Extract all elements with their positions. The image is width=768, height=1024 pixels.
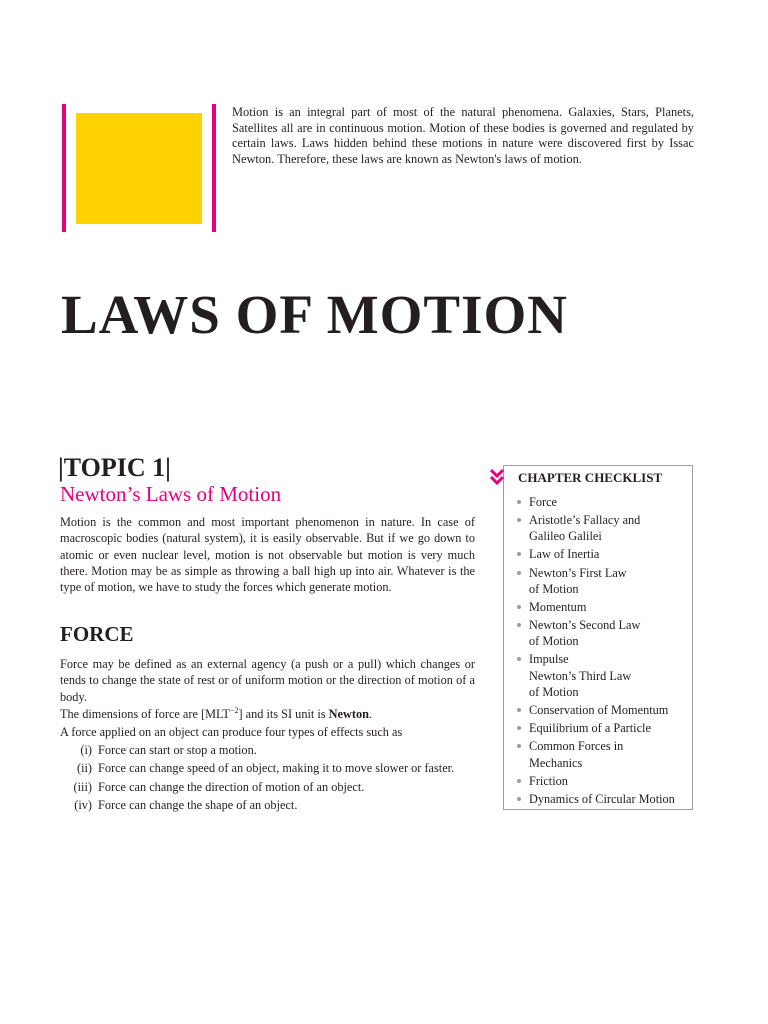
checklist-item — [513, 546, 693, 562]
checklist-item-label-cont: Newton’s Third Law — [529, 668, 632, 683]
checklist-item — [513, 773, 693, 789]
checklist-item-label-cont: of Motion — [529, 581, 579, 596]
effect-number: (i) — [80, 743, 92, 757]
checklist — [513, 494, 693, 809]
effect-text: Force can start or stop a motion. — [98, 743, 257, 757]
checklist-item — [513, 599, 693, 615]
chapter-color-block — [76, 113, 202, 224]
effect-number: (iii) — [73, 779, 92, 794]
checklist-item — [513, 651, 693, 700]
force-definition: Force may be defined as an external agency (a push or a pull) which changes or tends to change the state of rest or of uniform motion or the direction of motion of a body. — [60, 657, 475, 704]
left-accent-bar — [62, 104, 66, 232]
checklist-item-label: Force — [529, 495, 557, 509]
force-dimensions — [60, 706, 475, 722]
effect-item — [60, 760, 475, 776]
checklist-item — [513, 702, 693, 718]
checklist-item — [513, 494, 693, 510]
checklist-item — [513, 720, 693, 736]
checklist-item-label: Aristotle’s Fallacy and — [529, 513, 641, 528]
checklist-item-label: Dynamics of Circular Motion — [529, 791, 675, 806]
dimensions-suffix: . — [368, 707, 373, 721]
checklist-item-label: Common Forces in — [529, 739, 624, 754]
dimensions-middle: ] and its SI unit is — [238, 707, 329, 721]
checklist-item-label: Newton’s Second Law — [529, 618, 641, 633]
checklist-item — [513, 791, 693, 807]
checklist-item — [513, 512, 693, 545]
checklist-item-label: Newton’s First Law — [529, 565, 627, 580]
checklist-item-label-cont: Mechanics — [529, 755, 583, 770]
effect-text: Force can change speed of an object, making it to move slower or faster. — [98, 761, 455, 776]
effect-number: (ii) — [76, 761, 92, 776]
dimensions-exponent: −2 — [229, 705, 239, 715]
topic-heading: Newton’s Laws of Motion — [60, 482, 282, 506]
checklist-item-label-cont: of Motion — [529, 685, 579, 700]
si-unit: Newton — [328, 707, 369, 721]
effects-list — [60, 742, 475, 813]
topic-number: |TOPIC 1| — [58, 453, 171, 482]
checklist-item-label: Equilibrium of a Particle — [529, 721, 651, 736]
checklist-item — [513, 617, 693, 650]
effects-intro: A force applied on an object can produce four types of effects such as — [60, 725, 403, 739]
checklist-item-label-cont: of Motion — [529, 634, 579, 649]
effect-text: Force can change the shape of an object. — [98, 797, 298, 812]
double-chevron-down-icon — [489, 468, 505, 486]
effect-item — [60, 742, 475, 758]
topic-paragraph: Motion is the common and most important phenomenon in nature. In case of macroscopic bodies (natural system), it is easily observable. But if we go down to atomic or even nuclear level, motion is not observable but motion is very much there. Motion may be as simple as throwing a ball high up into air. Whatever is the type of motion, we have to study the forces which generate motion. — [60, 515, 475, 595]
force-heading: FORCE — [60, 622, 134, 646]
effect-number: (iv) — [74, 797, 92, 812]
checklist-item-label: Law of Inertia — [529, 547, 600, 562]
checklist-title: CHAPTER CHECKLIST — [518, 470, 663, 485]
checklist-item-label: Momentum — [529, 599, 587, 614]
checklist-item-label: Friction — [529, 773, 568, 788]
effect-item — [60, 797, 475, 813]
intro-paragraph: Motion is an integral part of most of the natural phenomena. Galaxies, Stars, Planets, Satellites all are in continuous motion. Motion of these bodies is governed and regulated by certain laws. Laws hidden behind these motions in nature were discovered first by Issac Newton. Therefore, these laws are known as Newton's laws of motion. — [232, 105, 694, 166]
checklist-item-label: Impulse — [529, 652, 569, 667]
chapter-title: LAWS OF MOTION — [61, 284, 569, 345]
right-accent-bar — [212, 104, 216, 232]
checklist-item-label: Conservation of Momentum — [529, 703, 669, 718]
effect-text: Force can change the direction of motion of an object. — [98, 779, 365, 794]
effect-item — [60, 779, 475, 795]
checklist-item-label-cont: Galileo Galilei — [529, 529, 602, 544]
checklist-item — [513, 565, 693, 598]
dimensions-prefix: The dimensions of force are [MLT — [60, 707, 230, 721]
checklist-item — [513, 738, 693, 771]
